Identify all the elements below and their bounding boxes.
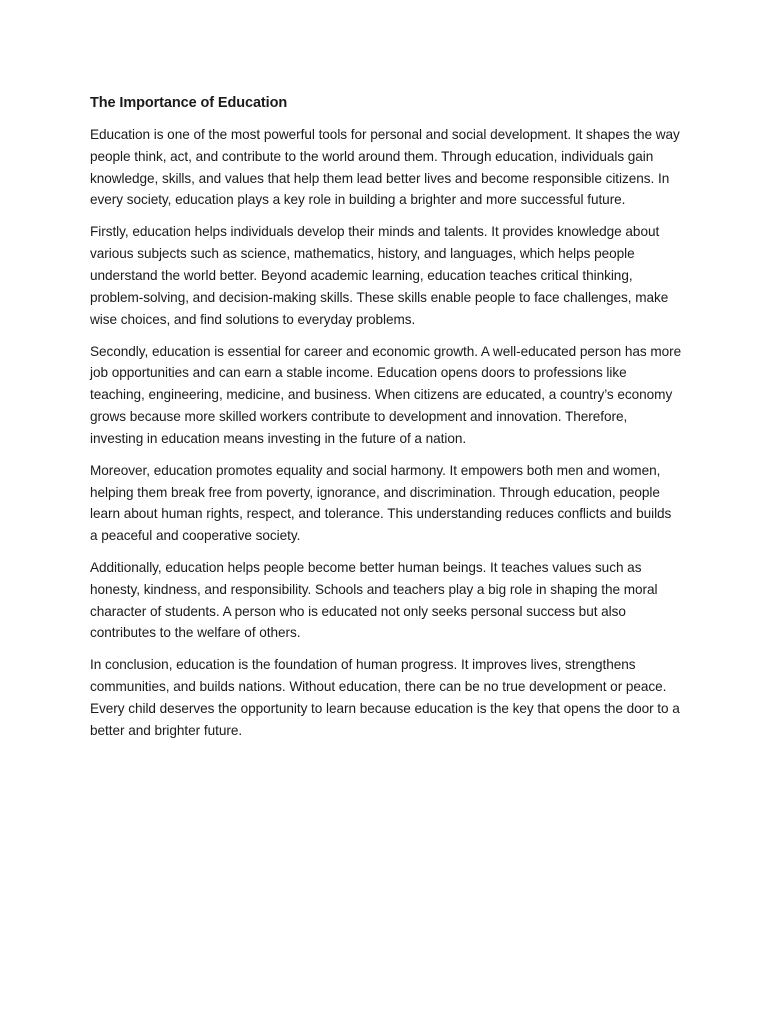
- paragraph-secondly: Secondly, education is essential for career and economic growth. A well-educated person has more job opportunities and can earn a stable income. Education opens doors to professions like teaching, engineering, medicine, and business. When citizens are educated, a country’s economy grows because more skilled workers contribute to development and innovation. Therefore, investing in education means investing in the future of a nation.: [90, 343, 682, 446]
- document-body: [90, 93, 682, 752]
- paragraph-additionally: Additionally, education helps people become better human beings. It teaches values such as honesty, kindness, and responsibility. Schools and teachers play a big role in shaping the moral character of students. A person who is educated not only seeks personal success but also contributes to the welfare of others.: [90, 560, 658, 641]
- document-title: The Importance of Education: [90, 95, 288, 111]
- paragraph-conclusion: In conclusion, education is the foundation of human progress. It improves lives, strengthens communities, and builds nations. Without education, there can be no true development or peace. Every child deserves the opportunity to learn because education is the key that opens the door to a better and brighter future.: [90, 657, 680, 738]
- paragraph-introduction: Education is one of the most powerful tools for personal and social development. It shapes the way people think, act, and contribute to the world around them. Through education, individuals gain knowledge, skills, and values that help them lead better lives and become responsible citizens. In every society, education plays a key role in building a brighter and more successful future.: [90, 127, 680, 208]
- paragraph-moreover: Moreover, education promotes equality and social harmony. It empowers both men and women, helping them break free from poverty, ignorance, and discrimination. Through education, people learn about human rights, respect, and tolerance. This understanding reduces conflicts and builds a peaceful and cooperative society.: [90, 462, 672, 544]
- paragraph-firstly: Firstly, education helps individuals develop their minds and talents. It provides knowledge about various subjects such as science, mathematics, history, and languages, which helps people understand the world better. Beyond academic learning, education teaches critical thinking, problem-solving, and decision-making skills. These skills enable people to face challenges, make wise choices, and find solutions to everyday problems.: [90, 224, 669, 327]
